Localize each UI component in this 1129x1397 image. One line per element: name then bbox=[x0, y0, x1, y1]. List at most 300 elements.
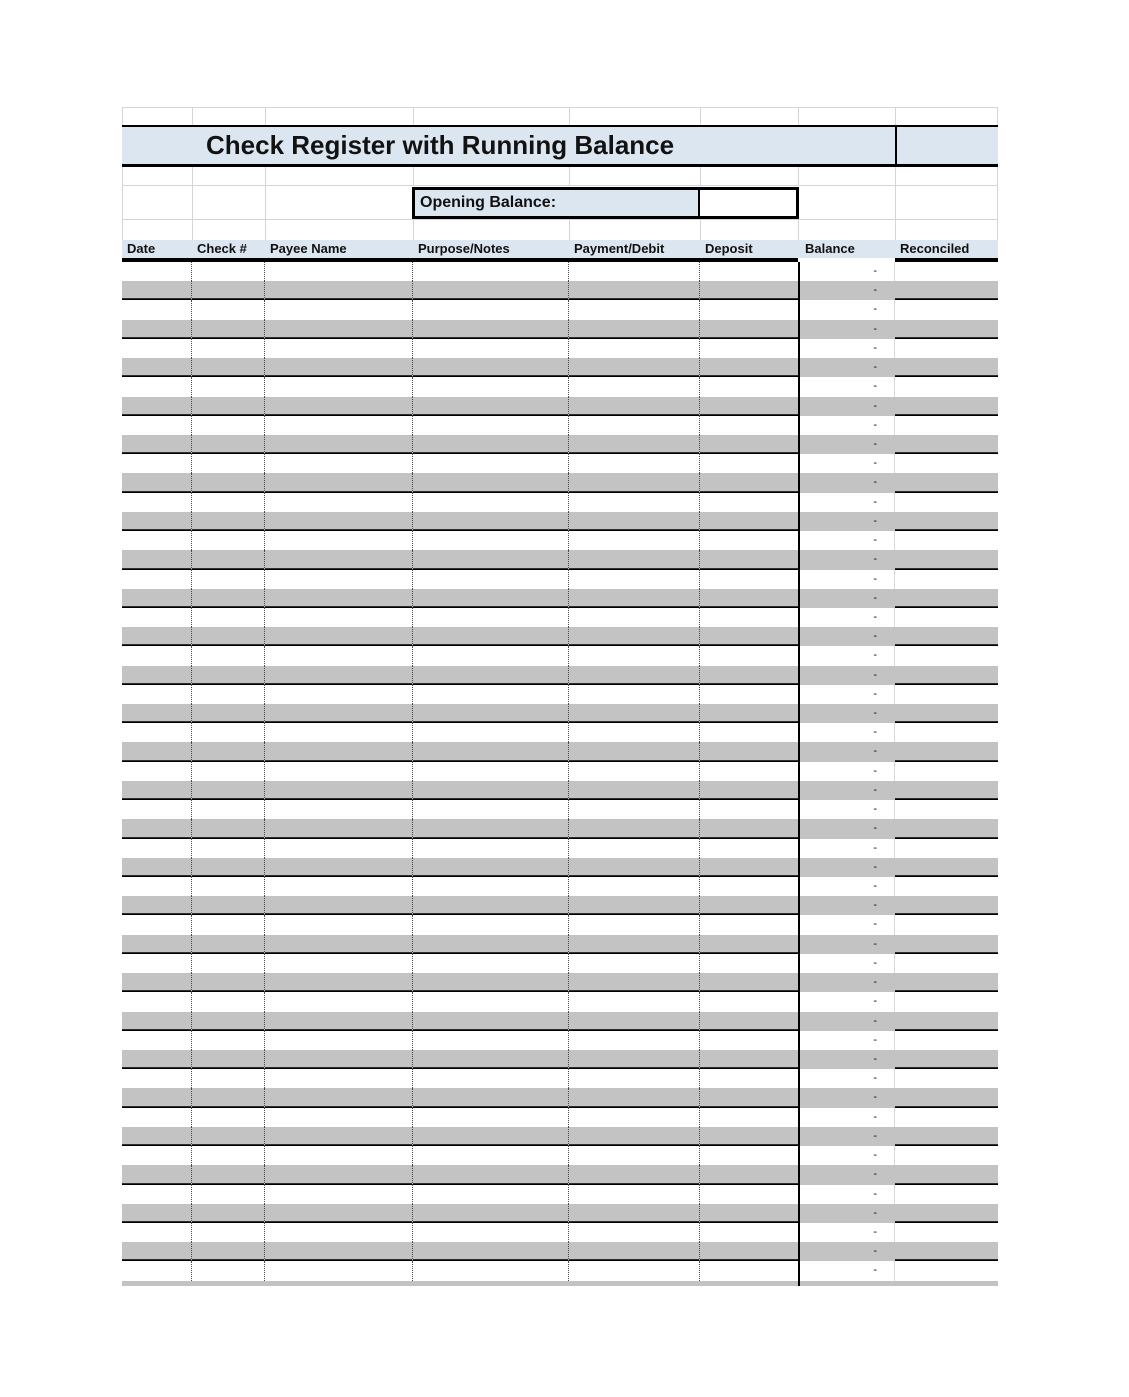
cell-deposit[interactable] bbox=[700, 858, 798, 877]
cell-payee-name[interactable] bbox=[265, 358, 413, 377]
cell-reconciled[interactable] bbox=[895, 1165, 998, 1184]
cell-reconciled[interactable] bbox=[895, 762, 998, 781]
cell-purpose-notes[interactable] bbox=[413, 300, 569, 319]
cell-deposit[interactable] bbox=[700, 1185, 798, 1204]
cell-balance[interactable] bbox=[798, 339, 895, 358]
cell-balance[interactable] bbox=[798, 839, 895, 858]
cell-payee-name[interactable] bbox=[265, 627, 413, 646]
cell-deposit[interactable] bbox=[700, 512, 798, 531]
cell-purpose-notes[interactable] bbox=[413, 531, 569, 550]
cell-date[interactable] bbox=[122, 512, 192, 531]
cell-purpose-notes[interactable] bbox=[413, 781, 569, 800]
cell-purpose-notes[interactable] bbox=[413, 512, 569, 531]
cell-payee-name[interactable] bbox=[265, 262, 413, 281]
cell-purpose-notes[interactable] bbox=[413, 1242, 569, 1261]
cell-date[interactable] bbox=[122, 416, 192, 435]
cell-payment-debit[interactable] bbox=[569, 1261, 700, 1280]
cell-payee-name[interactable] bbox=[265, 608, 413, 627]
cell-date[interactable] bbox=[122, 992, 192, 1011]
cell-deposit[interactable] bbox=[700, 300, 798, 319]
cell-payee-name[interactable] bbox=[265, 512, 413, 531]
cell-date[interactable] bbox=[122, 896, 192, 915]
cell-check-number[interactable] bbox=[192, 1185, 265, 1204]
cell-payment-debit[interactable] bbox=[569, 723, 700, 742]
cell-check-number[interactable] bbox=[192, 512, 265, 531]
cell-check-number[interactable] bbox=[192, 300, 265, 319]
cell-payee-name[interactable] bbox=[265, 320, 413, 339]
cell-balance[interactable] bbox=[798, 704, 895, 723]
cell-balance[interactable] bbox=[798, 281, 895, 300]
cell-date[interactable] bbox=[122, 339, 192, 358]
cell-purpose-notes[interactable] bbox=[413, 1165, 569, 1184]
cell-date[interactable] bbox=[122, 915, 192, 934]
cell-payee-name[interactable] bbox=[265, 1242, 413, 1261]
cell-purpose-notes[interactable] bbox=[413, 435, 569, 454]
cell-reconciled[interactable] bbox=[895, 992, 998, 1011]
cell-payment-debit[interactable] bbox=[569, 858, 700, 877]
cell-payee-name[interactable] bbox=[265, 819, 413, 838]
cell-check-number[interactable] bbox=[192, 839, 265, 858]
cell-payee-name[interactable] bbox=[265, 915, 413, 934]
cell-purpose-notes[interactable] bbox=[413, 1127, 569, 1146]
cell-reconciled[interactable] bbox=[895, 839, 998, 858]
cell-purpose-notes[interactable] bbox=[413, 608, 569, 627]
cell-reconciled[interactable] bbox=[895, 435, 998, 454]
cell-purpose-notes[interactable] bbox=[413, 992, 569, 1011]
cell-deposit[interactable] bbox=[700, 473, 798, 492]
cell-payee-name[interactable] bbox=[265, 300, 413, 319]
cell-date[interactable] bbox=[122, 262, 192, 281]
cell-deposit[interactable] bbox=[700, 416, 798, 435]
cell-check-number[interactable] bbox=[192, 531, 265, 550]
cell-check-number[interactable] bbox=[192, 973, 265, 992]
cell-payee-name[interactable] bbox=[265, 1069, 413, 1088]
cell-check-number[interactable] bbox=[192, 1012, 265, 1031]
cell-payment-debit[interactable] bbox=[569, 1165, 700, 1184]
cell-purpose-notes[interactable] bbox=[413, 416, 569, 435]
cell-date[interactable] bbox=[122, 1031, 192, 1050]
cell-balance[interactable] bbox=[798, 1165, 895, 1184]
cell-reconciled[interactable] bbox=[895, 493, 998, 512]
cell-payee-name[interactable] bbox=[265, 1050, 413, 1069]
cell-purpose-notes[interactable] bbox=[413, 915, 569, 934]
cell-deposit[interactable] bbox=[700, 1242, 798, 1261]
cell-payment-debit[interactable] bbox=[569, 1031, 700, 1050]
cell-purpose-notes[interactable] bbox=[413, 1069, 569, 1088]
cell-reconciled[interactable] bbox=[895, 896, 998, 915]
cell-date[interactable] bbox=[122, 666, 192, 685]
cell-deposit[interactable] bbox=[700, 1165, 798, 1184]
cell-date[interactable] bbox=[122, 935, 192, 954]
cell-deposit[interactable] bbox=[700, 377, 798, 396]
cell-deposit[interactable] bbox=[700, 1108, 798, 1127]
cell-payment-debit[interactable] bbox=[569, 531, 700, 550]
cell-reconciled[interactable] bbox=[895, 1223, 998, 1242]
cell-balance[interactable] bbox=[798, 473, 895, 492]
cell-check-number[interactable] bbox=[192, 608, 265, 627]
cell-reconciled[interactable] bbox=[895, 358, 998, 377]
cell-payee-name[interactable] bbox=[265, 954, 413, 973]
cell-deposit[interactable] bbox=[700, 262, 798, 281]
cell-purpose-notes[interactable] bbox=[413, 1088, 569, 1107]
cell-payment-debit[interactable] bbox=[569, 1050, 700, 1069]
cell-deposit[interactable] bbox=[700, 435, 798, 454]
cell-reconciled[interactable] bbox=[895, 1242, 998, 1261]
cell-deposit[interactable] bbox=[700, 742, 798, 761]
cell-check-number[interactable] bbox=[192, 935, 265, 954]
cell-date[interactable] bbox=[122, 627, 192, 646]
cell-reconciled[interactable] bbox=[895, 973, 998, 992]
cell-balance[interactable] bbox=[798, 300, 895, 319]
cell-date[interactable] bbox=[122, 377, 192, 396]
cell-purpose-notes[interactable] bbox=[413, 320, 569, 339]
cell-payment-debit[interactable] bbox=[569, 339, 700, 358]
cell-payee-name[interactable] bbox=[265, 493, 413, 512]
cell-reconciled[interactable] bbox=[895, 1127, 998, 1146]
cell-date[interactable] bbox=[122, 1108, 192, 1127]
cell-reconciled[interactable] bbox=[895, 627, 998, 646]
cell-check-number[interactable] bbox=[192, 915, 265, 934]
cell-balance[interactable] bbox=[798, 570, 895, 589]
cell-payment-debit[interactable] bbox=[569, 1127, 700, 1146]
cell-check-number[interactable] bbox=[192, 896, 265, 915]
cell-date[interactable] bbox=[122, 454, 192, 473]
cell-payment-debit[interactable] bbox=[569, 262, 700, 281]
cell-payee-name[interactable] bbox=[265, 1204, 413, 1223]
cell-check-number[interactable] bbox=[192, 1223, 265, 1242]
cell-balance[interactable] bbox=[798, 550, 895, 569]
cell-balance[interactable] bbox=[798, 1127, 895, 1146]
cell-date[interactable] bbox=[122, 1012, 192, 1031]
cell-reconciled[interactable] bbox=[895, 570, 998, 589]
cell-reconciled[interactable] bbox=[895, 1108, 998, 1127]
cell-deposit[interactable] bbox=[700, 1204, 798, 1223]
cell-payment-debit[interactable] bbox=[569, 320, 700, 339]
cell-reconciled[interactable] bbox=[895, 1146, 998, 1165]
cell-date[interactable] bbox=[122, 877, 192, 896]
cell-payee-name[interactable] bbox=[265, 839, 413, 858]
cell-payee-name[interactable] bbox=[265, 781, 413, 800]
cell-payment-debit[interactable] bbox=[569, 1088, 700, 1107]
cell-date[interactable] bbox=[122, 704, 192, 723]
cell-date[interactable] bbox=[122, 1261, 192, 1280]
cell-balance[interactable] bbox=[798, 915, 895, 934]
cell-date[interactable] bbox=[122, 1165, 192, 1184]
cell-payment-debit[interactable] bbox=[569, 281, 700, 300]
cell-purpose-notes[interactable] bbox=[413, 1031, 569, 1050]
cell-check-number[interactable] bbox=[192, 493, 265, 512]
cell-deposit[interactable] bbox=[700, 685, 798, 704]
cell-payment-debit[interactable] bbox=[569, 685, 700, 704]
cell-payment-debit[interactable] bbox=[569, 781, 700, 800]
cell-balance[interactable] bbox=[798, 1185, 895, 1204]
cell-deposit[interactable] bbox=[700, 339, 798, 358]
cell-payee-name[interactable] bbox=[265, 1165, 413, 1184]
cell-deposit[interactable] bbox=[700, 1050, 798, 1069]
cell-purpose-notes[interactable] bbox=[413, 704, 569, 723]
cell-reconciled[interactable] bbox=[895, 954, 998, 973]
cell-payment-debit[interactable] bbox=[569, 454, 700, 473]
cell-purpose-notes[interactable] bbox=[413, 762, 569, 781]
cell-balance[interactable] bbox=[798, 666, 895, 685]
cell-check-number[interactable] bbox=[192, 781, 265, 800]
cell-deposit[interactable] bbox=[700, 666, 798, 685]
cell-balance[interactable] bbox=[798, 992, 895, 1011]
cell-check-number[interactable] bbox=[192, 877, 265, 896]
cell-purpose-notes[interactable] bbox=[413, 627, 569, 646]
cell-check-number[interactable] bbox=[192, 339, 265, 358]
cell-deposit[interactable] bbox=[700, 954, 798, 973]
cell-deposit[interactable] bbox=[700, 627, 798, 646]
cell-balance[interactable] bbox=[798, 1204, 895, 1223]
cell-payment-debit[interactable] bbox=[569, 1069, 700, 1088]
cell-date[interactable] bbox=[122, 1204, 192, 1223]
cell-payee-name[interactable] bbox=[265, 858, 413, 877]
cell-purpose-notes[interactable] bbox=[413, 1261, 569, 1280]
cell-reconciled[interactable] bbox=[895, 877, 998, 896]
cell-deposit[interactable] bbox=[700, 915, 798, 934]
cell-balance[interactable] bbox=[798, 1012, 895, 1031]
cell-balance[interactable] bbox=[798, 1050, 895, 1069]
cell-payment-debit[interactable] bbox=[569, 896, 700, 915]
cell-date[interactable] bbox=[122, 397, 192, 416]
cell-payee-name[interactable] bbox=[265, 1261, 413, 1280]
cell-payee-name[interactable] bbox=[265, 666, 413, 685]
cell-payment-debit[interactable] bbox=[569, 512, 700, 531]
cell-payee-name[interactable] bbox=[265, 742, 413, 761]
cell-reconciled[interactable] bbox=[895, 473, 998, 492]
cell-reconciled[interactable] bbox=[895, 1050, 998, 1069]
cell-check-number[interactable] bbox=[192, 358, 265, 377]
cell-date[interactable] bbox=[122, 781, 192, 800]
cell-reconciled[interactable] bbox=[895, 666, 998, 685]
cell-payment-debit[interactable] bbox=[569, 1185, 700, 1204]
cell-balance[interactable] bbox=[798, 762, 895, 781]
cell-reconciled[interactable] bbox=[895, 858, 998, 877]
cell-deposit[interactable] bbox=[700, 281, 798, 300]
cell-date[interactable] bbox=[122, 358, 192, 377]
cell-balance[interactable] bbox=[798, 896, 895, 915]
cell-deposit[interactable] bbox=[700, 877, 798, 896]
cell-check-number[interactable] bbox=[192, 704, 265, 723]
cell-purpose-notes[interactable] bbox=[413, 896, 569, 915]
cell-check-number[interactable] bbox=[192, 550, 265, 569]
cell-balance[interactable] bbox=[798, 858, 895, 877]
cell-date[interactable] bbox=[122, 762, 192, 781]
cell-deposit[interactable] bbox=[700, 992, 798, 1011]
cell-payee-name[interactable] bbox=[265, 1185, 413, 1204]
cell-payment-debit[interactable] bbox=[569, 550, 700, 569]
cell-check-number[interactable] bbox=[192, 762, 265, 781]
cell-purpose-notes[interactable] bbox=[413, 1050, 569, 1069]
cell-payee-name[interactable] bbox=[265, 704, 413, 723]
cell-date[interactable] bbox=[122, 723, 192, 742]
cell-reconciled[interactable] bbox=[895, 300, 998, 319]
cell-deposit[interactable] bbox=[700, 723, 798, 742]
cell-date[interactable] bbox=[122, 973, 192, 992]
cell-reconciled[interactable] bbox=[895, 1204, 998, 1223]
cell-purpose-notes[interactable] bbox=[413, 397, 569, 416]
cell-payee-name[interactable] bbox=[265, 589, 413, 608]
cell-deposit[interactable] bbox=[700, 1223, 798, 1242]
cell-check-number[interactable] bbox=[192, 1242, 265, 1261]
cell-deposit[interactable] bbox=[700, 704, 798, 723]
cell-payment-debit[interactable] bbox=[569, 1223, 700, 1242]
cell-payee-name[interactable] bbox=[265, 397, 413, 416]
cell-date[interactable] bbox=[122, 300, 192, 319]
cell-purpose-notes[interactable] bbox=[413, 646, 569, 665]
cell-purpose-notes[interactable] bbox=[413, 589, 569, 608]
cell-reconciled[interactable] bbox=[895, 550, 998, 569]
cell-purpose-notes[interactable] bbox=[413, 473, 569, 492]
cell-balance[interactable] bbox=[798, 454, 895, 473]
cell-payment-debit[interactable] bbox=[569, 992, 700, 1011]
cell-purpose-notes[interactable] bbox=[413, 339, 569, 358]
cell-payee-name[interactable] bbox=[265, 973, 413, 992]
cell-date[interactable] bbox=[122, 473, 192, 492]
cell-balance[interactable] bbox=[798, 1031, 895, 1050]
cell-reconciled[interactable] bbox=[895, 723, 998, 742]
cell-date[interactable] bbox=[122, 858, 192, 877]
cell-deposit[interactable] bbox=[700, 493, 798, 512]
cell-reconciled[interactable] bbox=[895, 589, 998, 608]
cell-balance[interactable] bbox=[798, 512, 895, 531]
cell-deposit[interactable] bbox=[700, 819, 798, 838]
cell-check-number[interactable] bbox=[192, 954, 265, 973]
cell-deposit[interactable] bbox=[700, 570, 798, 589]
cell-payment-debit[interactable] bbox=[569, 666, 700, 685]
cell-date[interactable] bbox=[122, 1088, 192, 1107]
cell-check-number[interactable] bbox=[192, 570, 265, 589]
cell-date[interactable] bbox=[122, 1185, 192, 1204]
cell-payee-name[interactable] bbox=[265, 454, 413, 473]
cell-check-number[interactable] bbox=[192, 1069, 265, 1088]
cell-balance[interactable] bbox=[798, 608, 895, 627]
cell-purpose-notes[interactable] bbox=[413, 1185, 569, 1204]
cell-balance[interactable] bbox=[798, 1088, 895, 1107]
cell-date[interactable] bbox=[122, 435, 192, 454]
cell-balance[interactable] bbox=[798, 935, 895, 954]
cell-deposit[interactable] bbox=[700, 1069, 798, 1088]
cell-payment-debit[interactable] bbox=[569, 1242, 700, 1261]
cell-date[interactable] bbox=[122, 320, 192, 339]
cell-balance[interactable] bbox=[798, 1146, 895, 1165]
cell-purpose-notes[interactable] bbox=[413, 935, 569, 954]
cell-reconciled[interactable] bbox=[895, 1261, 998, 1280]
cell-date[interactable] bbox=[122, 819, 192, 838]
cell-reconciled[interactable] bbox=[895, 781, 998, 800]
cell-date[interactable] bbox=[122, 800, 192, 819]
cell-check-number[interactable] bbox=[192, 1127, 265, 1146]
cell-payment-debit[interactable] bbox=[569, 416, 700, 435]
cell-purpose-notes[interactable] bbox=[413, 493, 569, 512]
cell-payee-name[interactable] bbox=[265, 1127, 413, 1146]
cell-payee-name[interactable] bbox=[265, 896, 413, 915]
cell-purpose-notes[interactable] bbox=[413, 358, 569, 377]
cell-deposit[interactable] bbox=[700, 935, 798, 954]
cell-date[interactable] bbox=[122, 1069, 192, 1088]
cell-purpose-notes[interactable] bbox=[413, 973, 569, 992]
cell-reconciled[interactable] bbox=[895, 742, 998, 761]
cell-reconciled[interactable] bbox=[895, 608, 998, 627]
cell-date[interactable] bbox=[122, 589, 192, 608]
cell-balance[interactable] bbox=[798, 1069, 895, 1088]
cell-payment-debit[interactable] bbox=[569, 397, 700, 416]
cell-reconciled[interactable] bbox=[895, 704, 998, 723]
cell-reconciled[interactable] bbox=[895, 454, 998, 473]
cell-check-number[interactable] bbox=[192, 800, 265, 819]
cell-reconciled[interactable] bbox=[895, 1185, 998, 1204]
cell-balance[interactable] bbox=[798, 1261, 895, 1280]
cell-balance[interactable] bbox=[798, 493, 895, 512]
cell-reconciled[interactable] bbox=[895, 935, 998, 954]
cell-date[interactable] bbox=[122, 685, 192, 704]
cell-payment-debit[interactable] bbox=[569, 435, 700, 454]
cell-date[interactable] bbox=[122, 646, 192, 665]
cell-reconciled[interactable] bbox=[895, 320, 998, 339]
cell-purpose-notes[interactable] bbox=[413, 1223, 569, 1242]
cell-reconciled[interactable] bbox=[895, 281, 998, 300]
cell-deposit[interactable] bbox=[700, 781, 798, 800]
cell-deposit[interactable] bbox=[700, 589, 798, 608]
cell-check-number[interactable] bbox=[192, 1050, 265, 1069]
cell-payment-debit[interactable] bbox=[569, 973, 700, 992]
cell-deposit[interactable] bbox=[700, 800, 798, 819]
cell-payment-debit[interactable] bbox=[569, 915, 700, 934]
cell-balance[interactable] bbox=[798, 435, 895, 454]
cell-payee-name[interactable] bbox=[265, 550, 413, 569]
cell-balance[interactable] bbox=[798, 358, 895, 377]
cell-deposit[interactable] bbox=[700, 1012, 798, 1031]
cell-payee-name[interactable] bbox=[265, 377, 413, 396]
cell-payee-name[interactable] bbox=[265, 992, 413, 1011]
cell-check-number[interactable] bbox=[192, 685, 265, 704]
cell-payee-name[interactable] bbox=[265, 416, 413, 435]
cell-check-number[interactable] bbox=[192, 1261, 265, 1280]
cell-purpose-notes[interactable] bbox=[413, 742, 569, 761]
cell-check-number[interactable] bbox=[192, 589, 265, 608]
cell-payee-name[interactable] bbox=[265, 281, 413, 300]
cell-deposit[interactable] bbox=[700, 454, 798, 473]
cell-reconciled[interactable] bbox=[895, 1031, 998, 1050]
cell-check-number[interactable] bbox=[192, 320, 265, 339]
cell-payee-name[interactable] bbox=[265, 435, 413, 454]
cell-payment-debit[interactable] bbox=[569, 377, 700, 396]
cell-check-number[interactable] bbox=[192, 397, 265, 416]
cell-balance[interactable] bbox=[798, 685, 895, 704]
cell-reconciled[interactable] bbox=[895, 800, 998, 819]
cell-payment-debit[interactable] bbox=[569, 1204, 700, 1223]
cell-balance[interactable] bbox=[798, 262, 895, 281]
cell-deposit[interactable] bbox=[700, 1146, 798, 1165]
cell-reconciled[interactable] bbox=[895, 377, 998, 396]
cell-check-number[interactable] bbox=[192, 627, 265, 646]
cell-payment-debit[interactable] bbox=[569, 493, 700, 512]
cell-check-number[interactable] bbox=[192, 435, 265, 454]
cell-payee-name[interactable] bbox=[265, 646, 413, 665]
cell-payee-name[interactable] bbox=[265, 1031, 413, 1050]
cell-purpose-notes[interactable] bbox=[413, 550, 569, 569]
cell-check-number[interactable] bbox=[192, 473, 265, 492]
cell-reconciled[interactable] bbox=[895, 1088, 998, 1107]
cell-date[interactable] bbox=[122, 1223, 192, 1242]
cell-payee-name[interactable] bbox=[265, 935, 413, 954]
cell-deposit[interactable] bbox=[700, 973, 798, 992]
cell-reconciled[interactable] bbox=[895, 1012, 998, 1031]
cell-date[interactable] bbox=[122, 1050, 192, 1069]
cell-payment-debit[interactable] bbox=[569, 627, 700, 646]
cell-date[interactable] bbox=[122, 608, 192, 627]
